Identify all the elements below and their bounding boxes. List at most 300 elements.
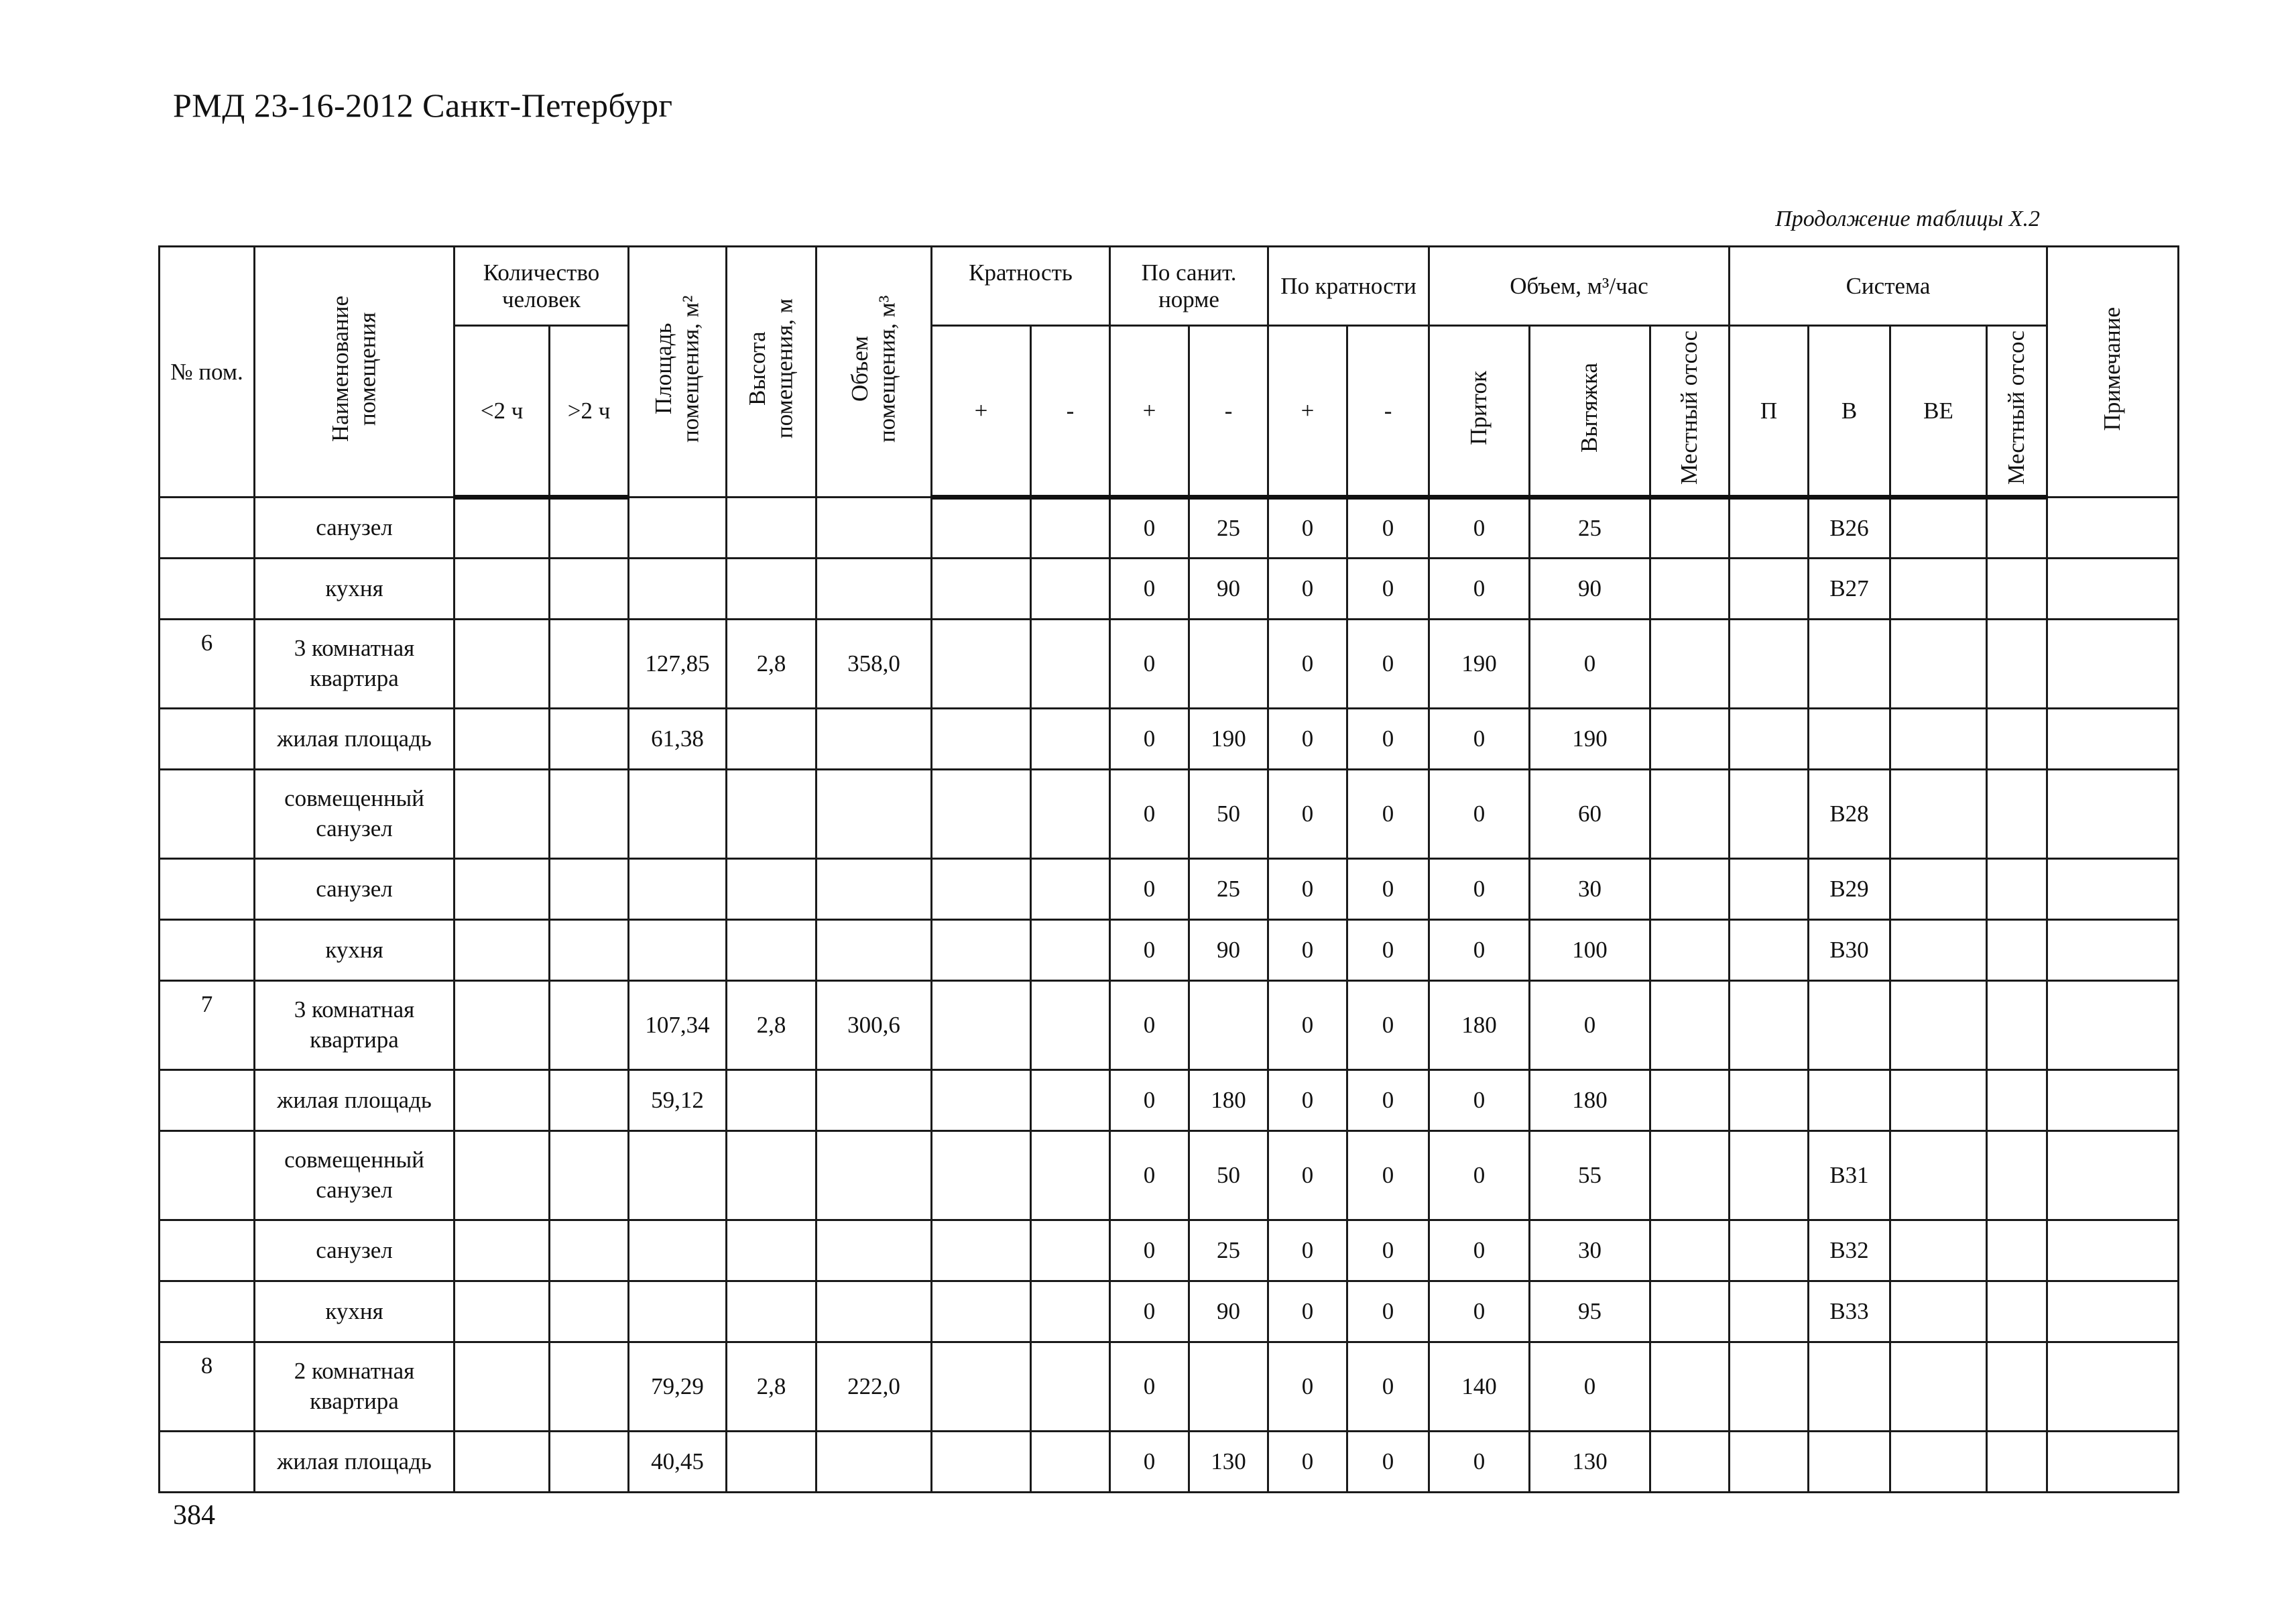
table-cell: [1650, 1220, 1730, 1281]
table-cell: 0: [1347, 709, 1429, 770]
table-cell: [727, 1220, 817, 1281]
table-cell: [1890, 1281, 1987, 1342]
table-cell: 0: [1530, 1342, 1650, 1432]
table-cell: [2047, 981, 2179, 1070]
table-cell: [1031, 859, 1110, 920]
table-cell: [932, 559, 1031, 620]
table-row: [160, 1131, 2179, 1220]
table-cell: [1987, 1070, 2047, 1131]
header-note-text: Примечание: [2099, 306, 2126, 431]
table-cell: [932, 498, 1031, 559]
table-cell: 180: [1189, 1070, 1268, 1131]
table-cell: 0: [1347, 1070, 1429, 1131]
table-cell: [1890, 1220, 1987, 1281]
table-cell: 0: [1347, 498, 1429, 559]
table-row: [160, 620, 2179, 709]
table-cell: [1031, 1432, 1110, 1493]
room-name-cell: совмещенный санузел: [255, 770, 455, 859]
table-cell: [1650, 1432, 1730, 1493]
table-cell: [550, 981, 629, 1070]
table-cell: 0: [1347, 1281, 1429, 1342]
table-cell: 0: [1268, 1281, 1347, 1342]
table-cell: [932, 1131, 1031, 1220]
table-cell: [550, 1131, 629, 1220]
table-cell: [932, 859, 1031, 920]
table-cell: [1987, 559, 2047, 620]
table-cell: [2047, 859, 2179, 920]
room-name-cell: кухня: [255, 559, 455, 620]
table-cell: 0: [1429, 920, 1530, 981]
table-cell: [1730, 620, 1809, 709]
table-row: [160, 498, 2179, 559]
table-cell: 0: [1347, 620, 1429, 709]
room-number-cell: [160, 498, 255, 559]
header-by-multiplicity: По кратности: [1268, 247, 1429, 326]
table-cell: 0: [1429, 1281, 1530, 1342]
table-cell: 0: [1268, 1342, 1347, 1432]
table-cell: [455, 981, 550, 1070]
table-cell: [727, 498, 817, 559]
table-cell: [455, 770, 550, 859]
table-cell: [1031, 620, 1110, 709]
table-cell: 0: [1429, 1131, 1530, 1220]
table-cell: [1031, 1220, 1110, 1281]
table-cell: [2047, 1131, 2179, 1220]
table-cell: [1809, 620, 1890, 709]
room-name-cell: 3 комнатная квартира: [255, 981, 455, 1070]
table-cell: [1730, 498, 1809, 559]
header-rate-minus: -: [1031, 326, 1110, 498]
table-cell: 0: [1268, 859, 1347, 920]
table-cell: [550, 1220, 629, 1281]
table-cell: [1650, 1131, 1730, 1220]
table-cell: В28: [1809, 770, 1890, 859]
table-cell: [1890, 498, 1987, 559]
table-row: [160, 859, 2179, 920]
table-cell: [1987, 1342, 2047, 1432]
table-cell: [1730, 1432, 1809, 1493]
table-cell: 0: [1429, 770, 1530, 859]
table-cell: 60: [1530, 770, 1650, 859]
table-cell: В30: [1809, 920, 1890, 981]
table-cell: [1730, 920, 1809, 981]
table-cell: 50: [1189, 770, 1268, 859]
table-cell: 25: [1530, 498, 1650, 559]
table-cell: [455, 1281, 550, 1342]
table-cell: 0: [1429, 859, 1530, 920]
table-cell: [550, 620, 629, 709]
table-row: [160, 770, 2179, 859]
table-cell: [1890, 709, 1987, 770]
table-cell: [1809, 1342, 1890, 1432]
room-number-cell: 6: [160, 620, 255, 709]
header-area: [629, 247, 727, 498]
table-cell: 30: [1530, 859, 1650, 920]
table-cell: 0: [1530, 981, 1650, 1070]
header-room-number: № пом.: [160, 247, 255, 498]
room-name-cell: жилая площадь: [255, 1432, 455, 1493]
table-cell: 0: [1110, 709, 1189, 770]
table-cell: 0: [1110, 1281, 1189, 1342]
table-cell: 25: [1189, 1220, 1268, 1281]
table-cell: [1031, 559, 1110, 620]
table-cell: [550, 1432, 629, 1493]
table-cell: 0: [1110, 859, 1189, 920]
table-cell: [1650, 859, 1730, 920]
table-cell: 0: [1347, 920, 1429, 981]
table-cell: 140: [1429, 1342, 1530, 1432]
table-cell: [629, 1220, 727, 1281]
table-cell: [727, 1281, 817, 1342]
table-cell: [455, 709, 550, 770]
room-number-cell: 7: [160, 981, 255, 1070]
header-flow-in-text: Приток: [1465, 370, 1492, 445]
table-cell: 130: [1189, 1432, 1268, 1493]
table-cell: [550, 709, 629, 770]
table-cell: 90: [1530, 559, 1650, 620]
header-sanit-minus: -: [1189, 326, 1268, 498]
table-cell: [1987, 1432, 2047, 1493]
room-number-cell: [160, 1070, 255, 1131]
table-cell: [550, 859, 629, 920]
table-cell: [1730, 1070, 1809, 1131]
table-cell: 0: [1268, 1220, 1347, 1281]
header-system-v: В: [1809, 326, 1890, 498]
table-cell: 0: [1268, 559, 1347, 620]
table-cell: [1730, 770, 1809, 859]
table-cell: [817, 859, 932, 920]
table-cell: [1730, 981, 1809, 1070]
table-cell: [1730, 559, 1809, 620]
table-cell: 55: [1530, 1131, 1650, 1220]
table-cell: [455, 1131, 550, 1220]
room-number-cell: [160, 1131, 255, 1220]
table-cell: [629, 920, 727, 981]
table-cell: 190: [1429, 620, 1530, 709]
header-system-local: [1987, 326, 2047, 498]
table-cell: [1031, 1281, 1110, 1342]
table-cell: [1890, 1131, 1987, 1220]
table-cell: 61,38: [629, 709, 727, 770]
header-flow-local-text: Местный отсос: [1676, 331, 1703, 485]
table-cell: [932, 1220, 1031, 1281]
table-cell: 0: [1268, 1070, 1347, 1131]
table-cell: [1987, 920, 2047, 981]
table-cell: [1987, 859, 2047, 920]
table-cell: [2047, 920, 2179, 981]
table-cell: 0: [1347, 981, 1429, 1070]
table-row: [160, 1342, 2179, 1432]
table-cell: [455, 859, 550, 920]
table-cell: [2047, 1070, 2179, 1131]
table-cell: [629, 859, 727, 920]
table-cell: [1890, 1342, 1987, 1432]
room-name-cell: санузел: [255, 498, 455, 559]
table-cell: [1189, 620, 1268, 709]
table-cell: 0: [1429, 1432, 1530, 1493]
table-cell: [817, 920, 932, 981]
table-cell: [932, 1281, 1031, 1342]
table-cell: [2047, 1220, 2179, 1281]
table-cell: [1730, 1131, 1809, 1220]
room-name-cell: санузел: [255, 1220, 455, 1281]
table-cell: [1809, 1432, 1890, 1493]
table-header: [160, 247, 2179, 498]
table-cell: [932, 981, 1031, 1070]
table-cell: [727, 559, 817, 620]
table-cell: [1031, 920, 1110, 981]
table-cell: [727, 1432, 817, 1493]
table-row: [160, 1432, 2179, 1493]
table-cell: [1987, 620, 2047, 709]
room-number-cell: [160, 859, 255, 920]
table-cell: В33: [1809, 1281, 1890, 1342]
table-cell: [1650, 559, 1730, 620]
table-cell: 0: [1268, 1432, 1347, 1493]
table-cell: [2047, 1342, 2179, 1432]
table-cell: [1730, 709, 1809, 770]
table-cell: 0: [1268, 981, 1347, 1070]
header-sanit-plus: +: [1110, 326, 1189, 498]
table-cell: 100: [1530, 920, 1650, 981]
table-cell: [455, 1342, 550, 1432]
table-cell: [1650, 920, 1730, 981]
header-mult-minus: -: [1347, 326, 1429, 498]
table-cell: [2047, 1432, 2179, 1493]
table-cell: [817, 1281, 932, 1342]
table-cell: 300,6: [817, 981, 932, 1070]
table-cell: [1730, 1342, 1809, 1432]
table-cell: 0: [1429, 709, 1530, 770]
room-name-cell: санузел: [255, 859, 455, 920]
table-cell: [1650, 770, 1730, 859]
table-cell: [1890, 620, 1987, 709]
room-number-cell: [160, 709, 255, 770]
room-name-cell: 3 комнатная квартира: [255, 620, 455, 709]
table-cell: 0: [1347, 1432, 1429, 1493]
room-name-cell: кухня: [255, 920, 455, 981]
header-area-text: Площадь помещения, м²: [650, 295, 704, 443]
table-cell: 0: [1268, 620, 1347, 709]
table-cell: [817, 770, 932, 859]
table-row: [160, 1281, 2179, 1342]
table-cell: [1890, 920, 1987, 981]
ventilation-table: [158, 245, 2179, 1493]
table-cell: [932, 620, 1031, 709]
table-cell: 0: [1268, 1131, 1347, 1220]
header-flow-out-text: Вытяжка: [1576, 363, 1603, 453]
table-row: [160, 1220, 2179, 1281]
table-cell: 25: [1189, 498, 1268, 559]
table-cell: [1890, 770, 1987, 859]
table-cell: [629, 770, 727, 859]
table-cell: 0: [1429, 1070, 1530, 1131]
table-cell: [2047, 770, 2179, 859]
table-cell: 0: [1268, 709, 1347, 770]
table-cell: [727, 709, 817, 770]
header-system-local-text: Местный отсос: [2003, 331, 2030, 485]
table-cell: [2047, 498, 2179, 559]
table-continuation-label: Продолжение таблицы X.2: [1775, 207, 2040, 231]
table-cell: [629, 559, 727, 620]
table-cell: 180: [1429, 981, 1530, 1070]
table-cell: В27: [1809, 559, 1890, 620]
table-row: [160, 981, 2179, 1070]
header-flow-local: [1650, 326, 1730, 498]
table-cell: [455, 1220, 550, 1281]
table-cell: 222,0: [817, 1342, 932, 1432]
table-cell: 0: [1429, 1220, 1530, 1281]
table-cell: 0: [1268, 920, 1347, 981]
header-flow-out: [1530, 326, 1650, 498]
table-row: [160, 920, 2179, 981]
header-people-count: Количество человек: [455, 247, 629, 326]
table-cell: 50: [1189, 1131, 1268, 1220]
table-cell: [727, 920, 817, 981]
table-cell: [1031, 770, 1110, 859]
table-cell: 79,29: [629, 1342, 727, 1432]
table-cell: 358,0: [817, 620, 932, 709]
table-cell: В32: [1809, 1220, 1890, 1281]
table-cell: [550, 559, 629, 620]
table-cell: 2,8: [727, 620, 817, 709]
table-cell: [2047, 709, 2179, 770]
table-cell: 130: [1530, 1432, 1650, 1493]
header-height: [727, 247, 817, 498]
table-cell: 0: [1110, 1131, 1189, 1220]
page-number: 384: [173, 1500, 215, 1531]
room-name-cell: совмещенный санузел: [255, 1131, 455, 1220]
table-cell: [932, 709, 1031, 770]
header-flow-volume: Объем, м³/час: [1429, 247, 1730, 326]
table-cell: 0: [1347, 1131, 1429, 1220]
table-cell: [2047, 1281, 2179, 1342]
table-cell: 0: [1429, 498, 1530, 559]
table-cell: 59,12: [629, 1070, 727, 1131]
room-number-cell: 8: [160, 1342, 255, 1432]
header-system: Система: [1730, 247, 2047, 326]
table-cell: [932, 920, 1031, 981]
room-number-cell: [160, 559, 255, 620]
header-height-text: Высота помещения, м: [744, 298, 798, 439]
table-cell: [1987, 1220, 2047, 1281]
room-name-cell: 2 комнатная квартира: [255, 1342, 455, 1432]
table-cell: 25: [1189, 859, 1268, 920]
header-rate: Кратность: [932, 247, 1110, 326]
table-cell: [1650, 981, 1730, 1070]
table-cell: 95: [1530, 1281, 1650, 1342]
table-cell: [1809, 1070, 1890, 1131]
table-cell: [455, 920, 550, 981]
table-cell: [455, 1070, 550, 1131]
table-cell: [550, 920, 629, 981]
table-row: [160, 709, 2179, 770]
table-cell: [1987, 770, 2047, 859]
table-cell: [932, 1432, 1031, 1493]
table-cell: [1189, 1342, 1268, 1432]
table-cell: [1730, 1281, 1809, 1342]
table-cell: [817, 1131, 932, 1220]
table-cell: [932, 1342, 1031, 1432]
table-cell: 180: [1530, 1070, 1650, 1131]
table-cell: [817, 1432, 932, 1493]
header-mult-plus: +: [1268, 326, 1347, 498]
table-cell: [2047, 559, 2179, 620]
table-cell: [817, 709, 932, 770]
table-cell: [817, 1070, 932, 1131]
table-cell: 0: [1347, 1220, 1429, 1281]
table-cell: 0: [1429, 559, 1530, 620]
table-cell: 0: [1110, 981, 1189, 1070]
room-number-cell: [160, 1281, 255, 1342]
table-cell: [1650, 620, 1730, 709]
table-cell: [550, 1281, 629, 1342]
table-cell: [1730, 1220, 1809, 1281]
header-note: [2047, 247, 2179, 498]
table-cell: [1650, 1070, 1730, 1131]
table-cell: [455, 620, 550, 709]
table-cell: [629, 1131, 727, 1220]
table-cell: [1650, 1281, 1730, 1342]
table-cell: [1890, 1432, 1987, 1493]
table-cell: [932, 1070, 1031, 1131]
table-cell: 0: [1268, 498, 1347, 559]
table-cell: [1890, 559, 1987, 620]
table-cell: [1031, 981, 1110, 1070]
table-cell: 40,45: [629, 1432, 727, 1493]
table-cell: [1809, 709, 1890, 770]
table-cell: [817, 1220, 932, 1281]
table-cell: 0: [1110, 1220, 1189, 1281]
table-cell: [727, 859, 817, 920]
table-cell: 0: [1530, 620, 1650, 709]
document-header: РМД 23-16-2012 Санкт-Петербург: [173, 86, 673, 124]
header-people-gt2h: >2 ч: [550, 326, 629, 498]
table-cell: 0: [1110, 770, 1189, 859]
header-system-ve: ВЕ: [1890, 326, 1987, 498]
header-flow-in: [1429, 326, 1530, 498]
table-cell: 2,8: [727, 981, 817, 1070]
table-cell: 0: [1268, 770, 1347, 859]
table-cell: 127,85: [629, 620, 727, 709]
table-cell: [727, 770, 817, 859]
table-cell: 90: [1189, 559, 1268, 620]
header-room-name: [255, 247, 455, 498]
table-cell: [550, 770, 629, 859]
table-body: [160, 498, 2179, 1493]
table-cell: 30: [1530, 1220, 1650, 1281]
table-cell: [1031, 1342, 1110, 1432]
table-cell: [1031, 498, 1110, 559]
table-cell: [817, 559, 932, 620]
table-cell: 90: [1189, 920, 1268, 981]
table-cell: [1730, 859, 1809, 920]
table-cell: 90: [1189, 1281, 1268, 1342]
table-cell: 0: [1347, 859, 1429, 920]
table-cell: В26: [1809, 498, 1890, 559]
room-name-cell: жилая площадь: [255, 1070, 455, 1131]
room-name-cell: жилая площадь: [255, 709, 455, 770]
table-cell: [817, 498, 932, 559]
header-people-lt2h: <2 ч: [455, 326, 550, 498]
table-cell: 0: [1110, 498, 1189, 559]
table-cell: [550, 1342, 629, 1432]
table-cell: 190: [1530, 709, 1650, 770]
table-row: [160, 1070, 2179, 1131]
table-cell: [455, 1432, 550, 1493]
table-cell: 0: [1110, 559, 1189, 620]
table-cell: [1987, 1281, 2047, 1342]
